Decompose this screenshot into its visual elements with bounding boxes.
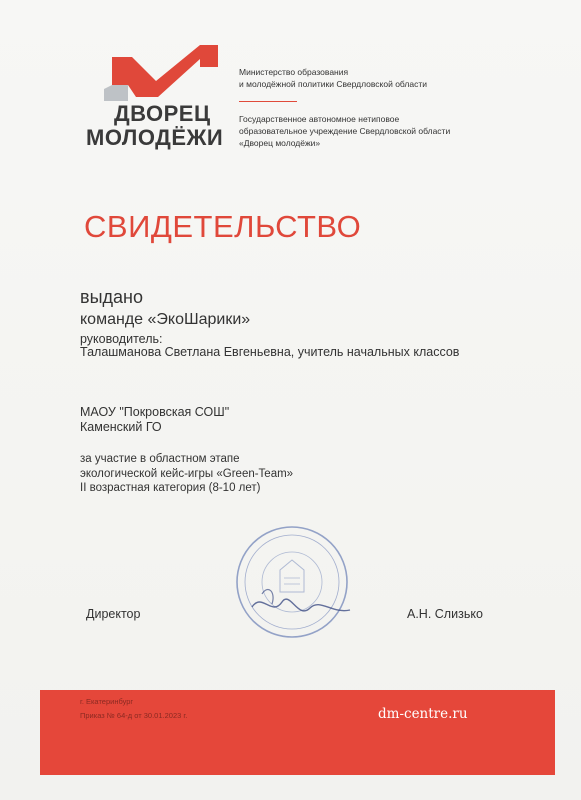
- org-divider: [239, 101, 297, 102]
- reason-line: экологической кейс-игры «Green-Team»: [80, 467, 294, 480]
- team-name: команде «ЭкоШарики»: [80, 311, 251, 328]
- issued-label: выдано: [80, 287, 143, 307]
- reason-line: за участие в областном этапе: [80, 453, 240, 465]
- certificate-title: СВИДЕТЕЛЬСТВО: [84, 209, 362, 244]
- logo-text-line2: МОЛОДЁЖИ: [86, 125, 224, 150]
- signatory-name: А.Н. Слизько: [407, 607, 483, 621]
- footer-city: г. Екатеринбург: [80, 697, 134, 706]
- institution-name: [239, 113, 519, 149]
- ministry-line: и молодёжной политики Свердловской области: [239, 79, 427, 89]
- award-reason: [80, 452, 293, 496]
- footer-order: Приказ № 64-д от 30.01.2023 г.: [80, 711, 188, 720]
- logo: [78, 45, 228, 155]
- institution-line: Государственное автономное нетиповое: [239, 114, 400, 124]
- institution-line: «Дворец молодёжи»: [239, 138, 321, 148]
- logo-text-line1: ДВОРЕЦ: [114, 101, 211, 126]
- school-info: [80, 405, 229, 435]
- ministry-name: [239, 66, 499, 90]
- ministry-line: Министерство образования: [239, 67, 349, 77]
- leader-label: руководитель:: [80, 332, 163, 346]
- footer-website: dm-centre.ru: [378, 706, 468, 722]
- reason-line: II возрастная категория (8-10 лет): [80, 482, 261, 494]
- signatory-role: Директор: [86, 607, 141, 621]
- leader-name: Талашманова Светлана Евгеньевна, учитель начальных классов: [80, 345, 460, 359]
- logo-mark-icon: [78, 45, 228, 105]
- school-line: МАОУ "Покровская СОШ": [80, 405, 230, 419]
- institution-line: образовательное учреждение Свердловской области: [239, 126, 451, 136]
- official-stamp-icon: [232, 522, 352, 642]
- school-line: Каменский ГО: [80, 420, 162, 434]
